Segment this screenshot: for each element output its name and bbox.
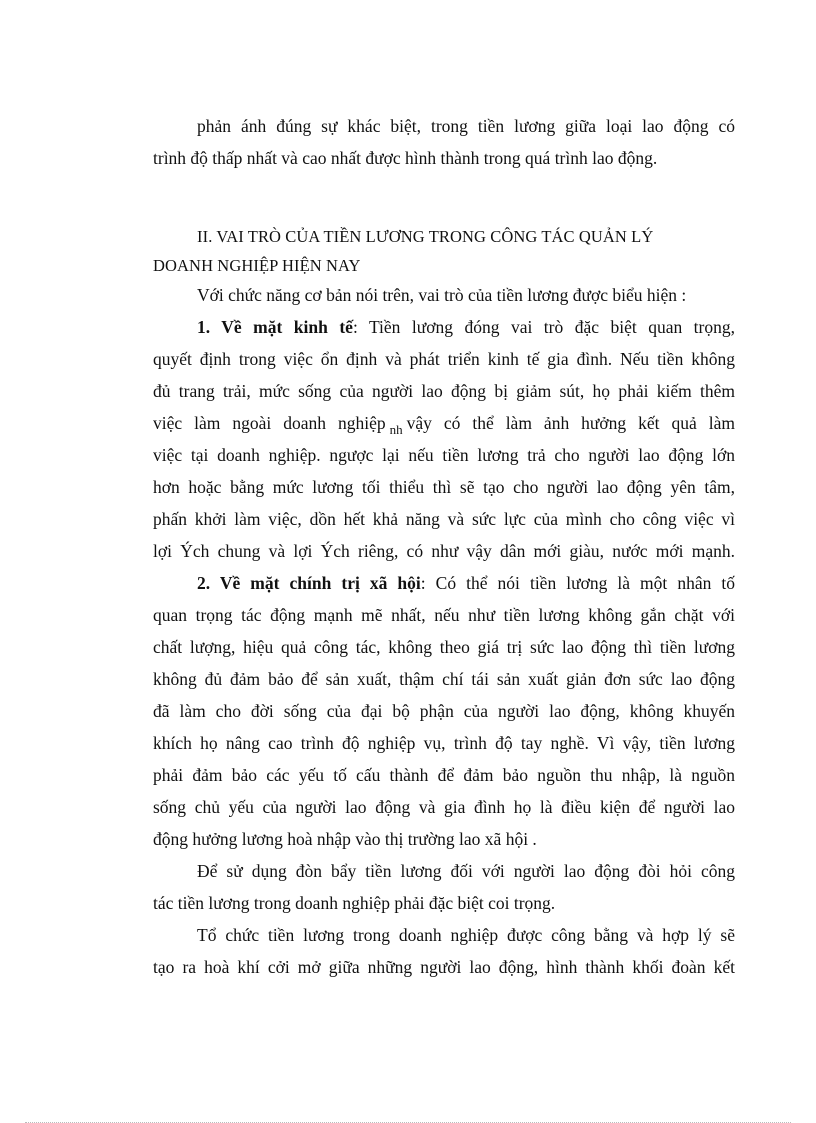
text-line: việc tại doanh nghiệp. ngược lại nếu tiền lương trả cho người lao động lớn	[153, 445, 735, 465]
text-line: Tổ chức tiền lương trong doanh nghiệp được công bằng và hợp lý sẽ	[197, 925, 735, 945]
subsection-line	[197, 573, 735, 594]
text-line: lợi Ých chung và lợi Ých riêng, có như vậy dân mới giàu, nước mới mạnh.	[153, 541, 735, 561]
text-line: phải đảm bảo các yếu tố cấu thành để đảm bảo nguồn thu nhập, là nguồn	[153, 765, 735, 785]
text-line: phấn khởi làm việc, dồn hết khả năng và sức lực của mình cho công việc vì	[153, 509, 735, 529]
text-line: Để sử dụng đòn bẩy tiền lương đối với người lao động đòi hỏi công	[197, 861, 735, 881]
text-span: : Có thể nói tiền lương là một nhân tố	[420, 573, 736, 593]
text-span: việc làm ngoài doanh nghiệp	[153, 413, 386, 433]
text-line: không đủ đảm bảo để sản xuất, thậm chí tái sản xuất giản đơn sức lao động	[153, 669, 735, 689]
text-line: trình độ thấp nhất và cao nhất được hình thành trong quá trình lao động.	[153, 148, 658, 168]
text-line: tác tiền lương trong doanh nghiệp phải đặc biệt coi trọng.	[153, 893, 556, 913]
subscript-fragment: nh	[389, 422, 403, 437]
text-line: quan trọng tác động mạnh mẽ nhất, nếu như tiền lương không gắn chặt với	[153, 605, 735, 625]
text-line: hơn hoặc bằng mức lương tối thiểu thì sẽ tạo cho người lao động yên tâm,	[153, 477, 735, 497]
subsection-label: 2. Về mặt chính trị xã hội	[197, 573, 421, 593]
text-line: tạo ra hoà khí cởi mở giữa những người lao động, hình thành khối đoàn kết	[153, 957, 735, 977]
section-heading: II. VAI TRÒ CỦA TIỀN LƯƠNG TRONG CÔNG TÁC QUẢN LÝ	[197, 227, 654, 246]
text-line: Với chức năng cơ bản nói trên, vai trò của tiền lương được biểu hiện :	[197, 285, 687, 305]
section-heading-continued: DOANH NGHIỆP HIỆN NAY	[153, 256, 361, 275]
text-line: chất lượng, hiệu quả công tác, không theo giá trị sức lao động thì tiền lương	[153, 637, 735, 657]
text-line: động hưởng lương hoà nhập vào thị trường lao xã hội .	[153, 829, 537, 849]
text-line: khích họ nâng cao trình độ nghiệp vụ, trình độ tay nghề. Vì vậy, tiền lương	[153, 733, 735, 753]
text-line: đủ trang trải, mức sống của người lao động bị giảm sút, họ phải kiếm thêm	[153, 381, 735, 401]
subsection-line	[197, 317, 735, 338]
text-line: phản ánh đúng sự khác biệt, trong tiền lương giữa loại lao động có	[197, 116, 735, 136]
text-line: quyết định trong việc ổn định và phát triển kinh tế gia đình. Nếu tiền không	[153, 349, 735, 369]
subsection-label: 1. Về mặt kinh tế	[197, 317, 353, 337]
text-line: đã làm cho đời sống của đại bộ phận của người lao động, không khuyến	[153, 701, 735, 721]
text-span: vậy có thể làm ảnh hưởng kết quả làm	[406, 413, 735, 433]
text-line	[153, 413, 735, 437]
text-span: : Tiền lương đóng vai trò đặc biệt quan trọng,	[352, 317, 735, 337]
text-line: sống chủ yếu của người lao động và gia đình họ là điều kiện để người lao	[153, 797, 735, 817]
